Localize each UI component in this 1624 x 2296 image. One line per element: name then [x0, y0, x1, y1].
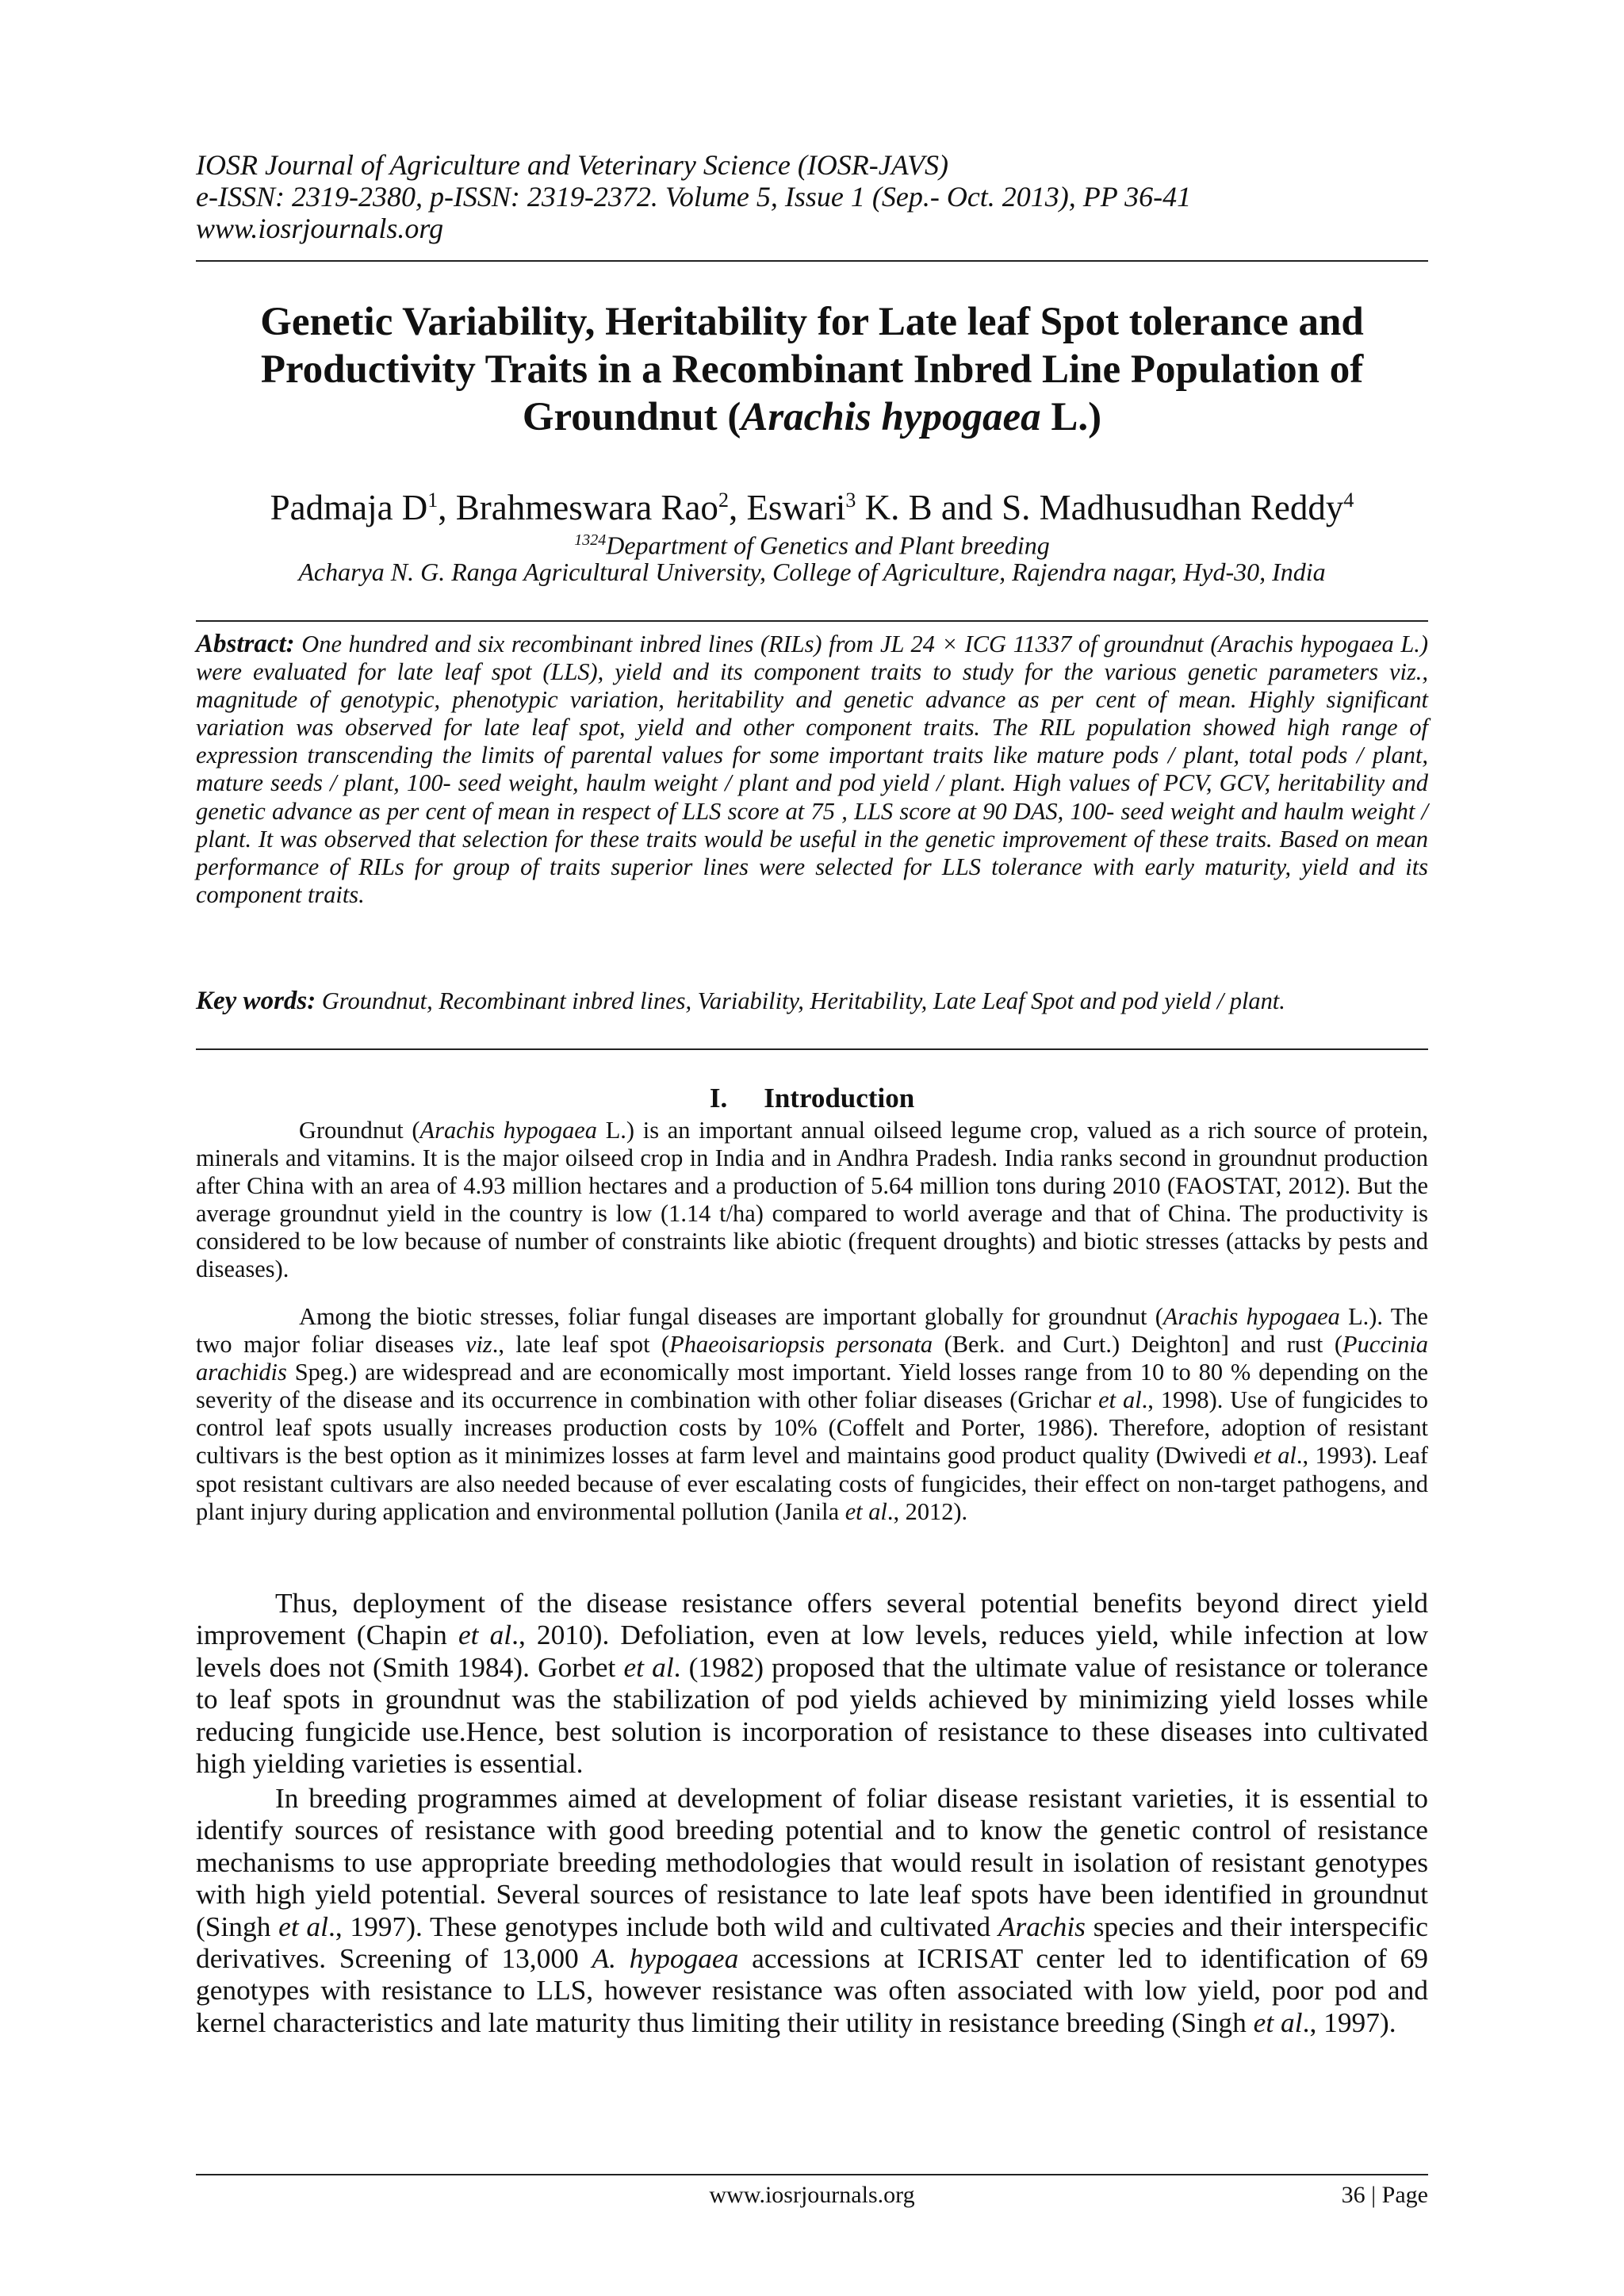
author-affil-mark: 2: [718, 489, 729, 512]
department-name: Department of Genetics and Plant breeding: [606, 531, 1050, 560]
author-name: Padmaja D: [270, 488, 428, 527]
section-title: Introduction: [764, 1083, 915, 1114]
journal-header: [196, 149, 1433, 244]
text-run: ., 2012).: [887, 1497, 968, 1525]
title-suffix: L.): [1040, 395, 1102, 439]
keywords-text: Groundnut, Recombinant inbred lines, Variability, Heritability, Late Leaf Spot and pod yield / plant.: [321, 987, 1285, 1014]
italic-run: viz: [465, 1331, 492, 1359]
abstract-bottom-rule: [196, 1048, 1428, 1050]
text-run: ., 1993). Leaf spot resistant cultivars are also needed because of ever escalating costs of fungicides, their effect on non-target pathogens, and plant injury during application and environmental pollution (Janila: [196, 1442, 1428, 1525]
text-run: ., 2010). Defoliation, even at low levels, reduces yield, while infection at low levels does not (Smith 1984). Gorbet: [196, 1619, 1429, 1683]
text-run: Groundnut (: [299, 1117, 420, 1144]
abstract-text: One hundred and six recombinant inbred lines (RILs) from JL 24 × ICG 11337 of groundnut (Arachis hypogaea L.) were evaluated for late leaf spot (LLS), yield and its component traits to study for the various genetic parameters viz., magnitude of genotypic, phenotypic variation, heritability and genetic advance as per cent of mean. Highly significant variation was observed for late leaf spot, yield and other component traits. The RIL population showed high range of expression transcending the limits of parental values for some important traits like mature pods / plant, total pods / plant, mature seeds / plant, 100- seed weight, haulm weight / plant and pod yield / plant. High values of PCV, GCV, heritability and genetic advance as per cent of mean in respect of LLS score at 75 , LLS score at 90 DAS, 100- seed weight and haulm weight / plant. It was observed that selection for these traits would be useful in the genetic improvement of these traits. Based on mean performance of RILs for group of traits superior lines were selected for LLS tolerance with early maturity, yield and its component traits.: [196, 631, 1428, 908]
text-run: L.) is an important annual oilseed legume crop, valued as a rich source of protein, minerals and vitamins. It is the major oilseed crop in India and in Andhra Pradesh. India ranks second in groundnut production after China with an area of 4.93 million hectares and a production of 5.64 million tons during 2010 (FAOSTAT, 2012). But the average groundnut yield in the country is low (1.14 t/ha) compared to world average and that of China. The productivity is considered to be low because of number of constraints like abiotic (frequent droughts) and biotic stresses (attacks by pests and diseases).: [196, 1117, 1428, 1283]
italic-run: et al: [278, 1910, 328, 1942]
keywords: [196, 987, 1428, 1015]
keywords-label: Key words:: [196, 987, 316, 1015]
text-run: ., 1997).: [1302, 2006, 1396, 2038]
journal-url: www.iosrjournals.org: [196, 213, 444, 244]
text-run: ., late leaf spot (: [492, 1331, 670, 1359]
header-rule: [196, 260, 1428, 262]
section-heading: [196, 1083, 1428, 1114]
italic-run: et al: [1098, 1386, 1142, 1414]
abstract-label: Abstract:: [196, 630, 295, 658]
journal-name: IOSR Journal of Agriculture and Veterinary Science (IOSR-JAVS): [196, 149, 948, 181]
author-name: , Brahmeswara Rao: [438, 488, 718, 527]
text-run: Thus, deployment of the disease resistance offers several potential benefits beyond direct yield improvement (Chapin: [196, 1587, 1428, 1651]
title-species: Arachis hypogaea: [741, 395, 1041, 439]
author-list: [196, 479, 1428, 529]
intro-paragraph-1: [196, 1117, 1428, 1284]
journal-issn: e-ISSN: 2319-2380, p-ISSN: 2319-2372. Volume 5, Issue 1 (Sep.- Oct. 2013), PP 36-41: [196, 181, 1192, 213]
abstract: [196, 631, 1428, 909]
italic-run: Puccinia arachidis: [196, 1331, 1428, 1386]
italic-run: Phaeoisariopsis personata: [669, 1331, 933, 1359]
author-name: K. B and S. Madhusudhan Reddy: [856, 488, 1344, 527]
intro-paragraph-3: [196, 1587, 1428, 1779]
text-run: species and their interspecific derivatives. Screening of 13,000: [196, 1910, 1428, 1975]
italic-run: et al: [1253, 1442, 1297, 1470]
footer-website: www.iosrjournals.org: [709, 2182, 915, 2208]
italic-run: et al: [458, 1619, 512, 1651]
text-run: (Berk. and Curt.) Deighton] and rust (: [933, 1331, 1342, 1359]
page-number: 36 | Page: [1341, 2182, 1428, 2208]
author-affil-mark: 3: [845, 489, 856, 512]
intro-paragraph-2: [196, 1303, 1428, 1526]
paper-title: [196, 298, 1428, 441]
text-run: ., 1998). Use of fungicides to control leaf spots usually increases production costs by 10% (Coffelt and Porter, 1986). Therefore, adoption of resistant cultivars is the best option as it minimizes losses at farm level and maintains good product quality (Dwivedi: [196, 1386, 1428, 1470]
author-name: , Eswari: [728, 488, 846, 527]
italic-run: et al: [623, 1650, 674, 1683]
department-mark: 1324: [574, 531, 607, 549]
text-run: In breeding programmes aimed at development of foliar disease resistant varieties, it is essential to identify sources of resistance with good breeding potential and to know the genetic control of resistance mechanisms to use appropriate breeding methodologies that would result in isolation of resistant genotypes with high yield potential. Several sources of resistance to late leaf spots have been identified in groundnut (Singh: [196, 1782, 1428, 1942]
abstract-top-rule: [196, 620, 1428, 622]
text-run: accessions at ICRISAT center led to identification of 69 genotypes with resistance to LLS, however resistance was often associated with low yield, poor pod and kernel characteristics and late maturity thus limiting their utility in resistance breeding (Singh: [196, 1942, 1428, 2038]
title-text: Genetic Variability, Heritability for Late leaf Spot tolerance and Productivity Traits in a Recombinant Inbred Line Population of Groundnut (: [260, 300, 1364, 439]
footer-rule: [196, 2174, 1428, 2175]
department: [196, 525, 1428, 561]
affiliation: Acharya N. G. Ranga Agricultural University, College of Agriculture, Rajendra nagar, Hyd-30, India: [298, 558, 1326, 586]
italic-run: Arachis hypogaea: [1162, 1303, 1340, 1330]
text-run: L.). The two major foliar diseases: [196, 1303, 1428, 1359]
italic-run: et al: [845, 1497, 887, 1525]
italic-run: Arachis hypogaea: [419, 1117, 597, 1144]
text-run: . (1982) proposed that the ultimate value of resistance or tolerance to leaf spots in groundnut was the stabilization of pod yields achieved by minimizing yield losses while reducing fungicide use.Hence, best solution is incorporation of resistance to these diseases into cultivated high yielding varieties is essential.: [196, 1650, 1428, 1780]
text-run: Speg.) are widespread and are economically most important. Yield losses range from 10 to 80 % depending on the severity of the disease and its occurrence in combination with other foliar diseases (Grichar: [196, 1359, 1428, 1414]
text-run: ., 1997). These genotypes include both wild and cultivated: [327, 1910, 998, 1942]
italic-run: Arachis: [998, 1910, 1086, 1942]
author-affil-mark: 1: [427, 489, 439, 512]
italic-run: A. hypogaea: [592, 1942, 739, 1975]
author-affil-mark: 4: [1343, 489, 1354, 512]
italic-run: et al: [1253, 2006, 1303, 2038]
section-number: I.: [709, 1083, 728, 1114]
text-run: Among the biotic stresses, foliar fungal diseases are important globally for groundnut (: [299, 1303, 1163, 1330]
intro-paragraph-4: [196, 1782, 1428, 2038]
